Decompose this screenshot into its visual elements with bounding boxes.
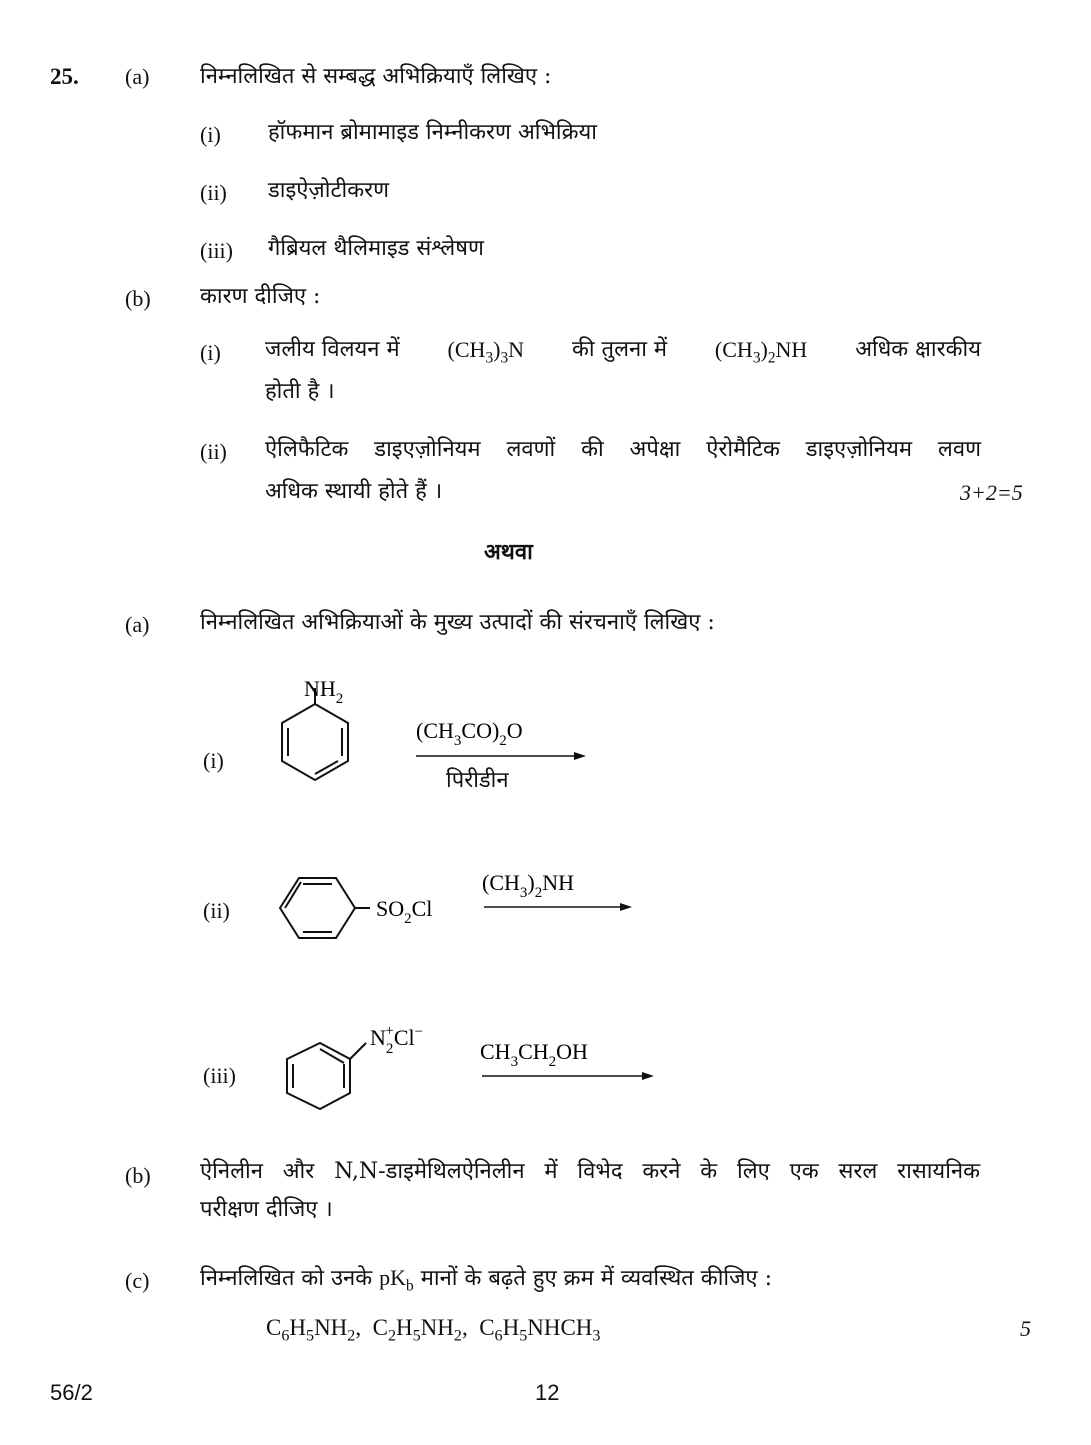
reaction-i-diagram xyxy=(270,668,600,808)
alt-b-line1: ऐनिलीन और N,N-डाइमेथिलऐनिलीन में विभेद करने के लिए एक सरल रासायनिक xyxy=(200,1159,980,1184)
arrow-head xyxy=(620,903,632,911)
arrow-head xyxy=(574,752,586,760)
substituent-diazonium: $N_2+Cl^-$ xyxy=(370,1023,424,1057)
alt-c-prompt xyxy=(200,1263,772,1294)
reaction-ii-diagram xyxy=(270,862,650,952)
part-a-label: (a) xyxy=(125,64,150,89)
alt-a-prompt: निम्नलिखित अभिक्रियाओं के मुख्य उत्पादों की संरचनाएँ लिखिए : xyxy=(200,610,715,635)
marks: 3+2=5 xyxy=(960,480,1023,505)
reaction-iii-diagram xyxy=(270,1015,670,1115)
arrow-head xyxy=(642,1072,654,1080)
reagent-ethanol: $CH_3CH_2OH$ xyxy=(480,1039,588,1070)
marks: 5 xyxy=(1020,1316,1031,1341)
part-a-item-label: (ii) xyxy=(200,180,227,205)
part-b-i-line1 xyxy=(265,335,981,365)
page-number: 12 xyxy=(535,1380,560,1405)
part-b-i-line2: होती है । xyxy=(265,379,335,404)
benzene-ring xyxy=(280,878,370,938)
reaction-label: (i) xyxy=(203,748,224,773)
part-b-i-label: (i) xyxy=(200,340,221,365)
text-segment: अधिक क्षारकीय xyxy=(855,337,981,362)
or-separator: अथवा xyxy=(484,539,533,565)
text-segment: की तुलना में xyxy=(571,337,668,362)
alt-b-label: (b) xyxy=(125,1163,151,1188)
part-a-item-text: हॉफमान ब्रोमामाइड निम्नीकरण अभिक्रिया xyxy=(268,120,597,145)
part-a-item-label: (i) xyxy=(200,122,221,147)
part-b-label: (b) xyxy=(125,286,151,311)
substituent-nh2: $NH_2$ xyxy=(304,676,344,707)
part-a-prompt: निम्नलिखित से सम्बद्ध अभिक्रियाएँ लिखिए : xyxy=(200,64,552,89)
reaction-label: (iii) xyxy=(203,1063,236,1088)
part-a-item-text: डाइऐज़ोटीकरण xyxy=(268,178,390,203)
pkb-term: $pK_b$ xyxy=(379,1265,414,1295)
formula-dimethylamine: $(CH_3)_2NH$ xyxy=(714,337,808,367)
part-a-item-label: (iii) xyxy=(200,238,233,263)
part-b-ii-line2: अधिक स्थायी होते हैं । xyxy=(265,479,443,504)
part-a-item-text: गैब्रियल थैलिमाइड संश्लेषण xyxy=(268,236,484,261)
benzene-ring xyxy=(287,1043,366,1109)
part-b-ii-label: (ii) xyxy=(200,439,227,464)
text-segment: जलीय विलयन में xyxy=(265,337,400,362)
condition-pyridine: पिरीडीन xyxy=(446,768,509,793)
alt-c-label: (c) xyxy=(125,1268,150,1293)
paper-code: 56/2 xyxy=(50,1380,93,1405)
formula-trimethylamine: $(CH_3)_3N$ xyxy=(447,337,525,367)
alt-b-line2: परीक्षण दीजिए । xyxy=(200,1197,333,1222)
part-b-ii-line1: ऐलिफैटिक डाइएज़ोनियम लवणों की अपेक्षा ऐरोमैटिक डाइएज़ोनियम लवण xyxy=(265,437,981,462)
reagent-acetic-anhydride: $(CH_3CO)_2O$ xyxy=(416,718,523,749)
compound-list: $C_6H_5NH_2$, $C_2H_5NH_2$, $C_6H_5NHCH_3$ xyxy=(266,1315,601,1345)
text-segment: निम्नलिखित को उनके xyxy=(200,1266,373,1291)
part-b-prompt: कारण दीजिए : xyxy=(200,284,321,309)
reagent-dimethylamine: $(CH_3)_2NH$ xyxy=(482,870,574,901)
substituent-so2cl: $SO_2Cl$ xyxy=(376,896,433,927)
alt-a-label: (a) xyxy=(125,612,150,637)
question-number: 25. xyxy=(50,64,79,89)
text-segment: मानों के बढ़ते हुए क्रम में व्यवस्थित कीजिए : xyxy=(420,1266,772,1291)
reaction-label: (ii) xyxy=(203,898,230,923)
